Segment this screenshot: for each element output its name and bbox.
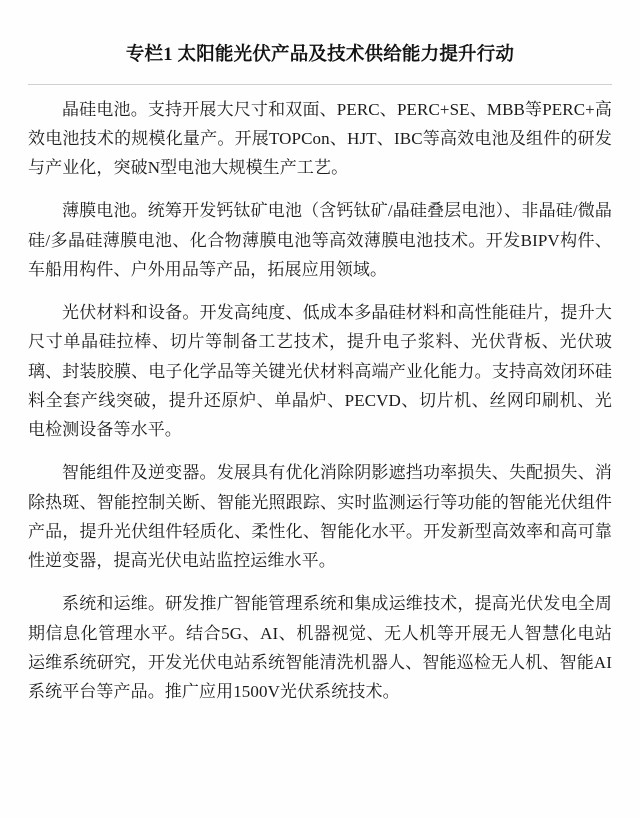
paragraph-crystalline-silicon-cell: 晶硅电池。支持开展大尺寸和双面、PERC、PERC+SE、MBB等PERC+高效电池技术的规模化量产。开展TOPCon、HJT、IBC等高效电池及组件的研发与产业化，突破N型电池大规模生产工艺。 <box>28 99 612 178</box>
paragraph-thin-film-cell: 薄膜电池。统筹开发钙钛矿电池（含钙钛矿/晶硅叠层电池）、非晶硅/微晶硅/多晶硅薄膜电池、化合物薄膜电池等高效薄膜电池技术。开发BIPV构件、车船用构件、户外用品等产品，拓展应用领域。 <box>28 201 612 279</box>
page-title: 专栏1 太阳能光伏产品及技术供给能力提升行动 <box>125 45 515 65</box>
paragraph-systems-and-operations: 系统和运维。研发推广智能管理系统和集成运维技术，提高光伏发电全周期信息化管理水平。结合5G、AI、机器视觉、无人机等开展无人智慧化电站运维系统研究，开发光伏电站系统智能清洗机器人、智能巡检无人机、智能AI系统平台等产品。推广应用1500V光伏系统技术。 <box>28 594 612 701</box>
paragraph-smart-modules-and-inverters: 智能组件及逆变器。发展具有优化消除阴影遮挡功率损失、失配损失、消除热斑、智能控制关断、智能光照跟踪、实时监测运行等功能的智能光伏组件产品，提升光伏组件轻质化、柔性化、智能化水平。开发新型高效率和高可靠性逆变器，提高光伏电站监控运维水平。 <box>28 463 612 571</box>
title-divider <box>28 84 612 85</box>
page-footer-strip <box>0 818 640 824</box>
paragraph-pv-materials-and-equipment: 光伏材料和设备。开发高纯度、低成本多晶硅材料和高性能硅片，提升大尺寸单晶硅拉棒、切片等制备工艺技术，提升电子浆料、光伏背板、光伏玻璃、封装胶膜、电子化学品等关键光伏材料高端产业化能力。支持高效闭环硅料全套产线突破，提升还原炉、单晶炉、PECVD、切片机、丝网印刷机、光电检测设备等水平。 <box>28 303 612 440</box>
